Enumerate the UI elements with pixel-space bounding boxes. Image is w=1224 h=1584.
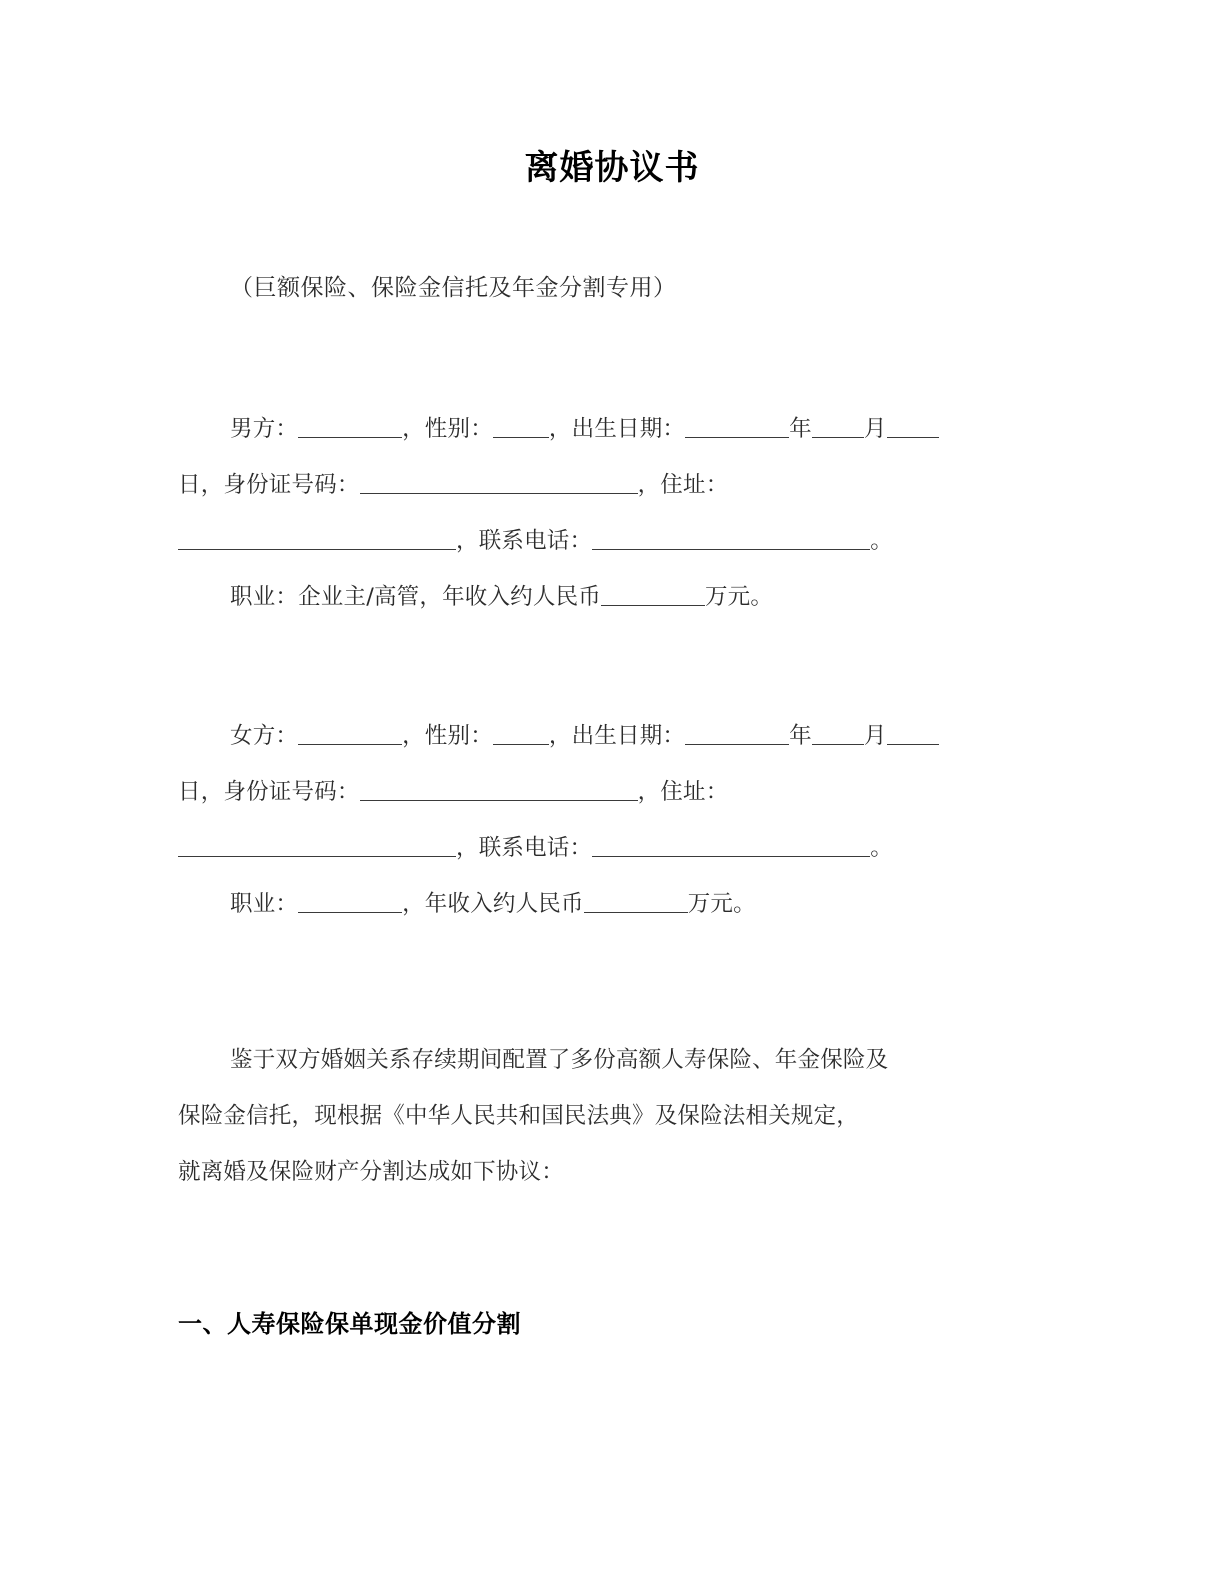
female-birth-month-blank[interactable] <box>812 744 864 745</box>
male-id-blank[interactable] <box>360 493 638 494</box>
female-birth-day-blank[interactable] <box>887 744 939 745</box>
female-month-unit: 月 <box>863 723 887 750</box>
female-identity-line <box>178 708 1046 764</box>
female-label: 女方： <box>230 723 299 750</box>
document-subtitle: （巨额保险、保险金信托及年金分割专用） <box>230 274 677 301</box>
female-address-blank[interactable] <box>178 856 456 857</box>
male-birth-month-blank[interactable] <box>812 437 864 438</box>
male-gender-label: ，性别： <box>402 416 493 443</box>
male-id-label: 日，身份证号码： <box>178 472 360 499</box>
female-income-blank[interactable] <box>584 912 688 913</box>
male-birth-year-blank[interactable] <box>685 437 789 438</box>
female-gender-blank[interactable] <box>493 744 549 745</box>
male-gender-blank[interactable] <box>493 437 549 438</box>
male-label: 男方： <box>230 416 299 443</box>
male-income-blank[interactable] <box>601 605 705 606</box>
female-phone-label: ，联系电话： <box>456 835 593 862</box>
female-name-blank[interactable] <box>298 744 402 745</box>
recital-paragraph <box>178 932 1046 1200</box>
female-id-line <box>178 764 1046 820</box>
male-address-blank[interactable] <box>178 549 456 550</box>
section-one-heading: 一、人寿保险保单现金价值分割 <box>178 1310 521 1339</box>
female-phone-blank[interactable] <box>592 856 870 857</box>
recital-line-3: 就离婚及保险财产分割达成如下协议： <box>178 1159 564 1186</box>
female-occupation-label: 职业： <box>230 891 299 918</box>
female-income-unit: 万元。 <box>687 891 756 918</box>
recital-line-2: 保险金信托，现根据《中华人民共和国民法典》及保险法相关规定， <box>178 1103 860 1130</box>
male-month-unit: 月 <box>863 416 887 443</box>
female-occupation-blank[interactable] <box>298 912 402 913</box>
page-title: 离婚协议书 <box>524 148 700 188</box>
male-phone-label: ，联系电话： <box>456 528 593 555</box>
female-phone-period: 。 <box>870 835 893 862</box>
female-birth-year-blank[interactable] <box>685 744 789 745</box>
recital-line-1: 鉴于双方婚姻关系存续期间配置了多份高额人寿保险、年金保险及 <box>230 1047 889 1074</box>
female-party-block <box>178 625 1046 932</box>
male-birthdate-label: ，出生日期： <box>548 416 686 443</box>
female-id-blank[interactable] <box>360 800 638 801</box>
male-identity-line <box>178 401 1046 457</box>
female-income-label: ，年收入约人民币 <box>402 891 584 918</box>
female-occupation-line <box>178 876 1046 932</box>
male-income-unit: 万元。 <box>704 584 774 611</box>
female-year-unit: 年 <box>789 723 812 750</box>
female-id-label: 日，身份证号码： <box>178 779 360 806</box>
male-birth-day-blank[interactable] <box>887 437 939 438</box>
male-id-line <box>178 457 1046 513</box>
male-party-block <box>178 305 1046 625</box>
male-occupation-label: 职业：企业主/高管，年收入约人民币 <box>230 584 601 611</box>
female-birthdate-label: ，出生日期： <box>548 723 686 750</box>
male-address-label: ，住址： <box>637 472 729 499</box>
male-name-blank[interactable] <box>298 437 402 438</box>
male-phone-blank[interactable] <box>592 549 870 550</box>
female-address-line <box>178 820 1046 876</box>
female-gender-label: ，性别： <box>402 723 493 750</box>
female-address-label: ，住址： <box>637 779 729 806</box>
male-year-unit: 年 <box>789 416 812 443</box>
male-phone-period: 。 <box>870 528 893 555</box>
male-address-line <box>178 513 1046 569</box>
male-occupation-line <box>178 569 1046 625</box>
